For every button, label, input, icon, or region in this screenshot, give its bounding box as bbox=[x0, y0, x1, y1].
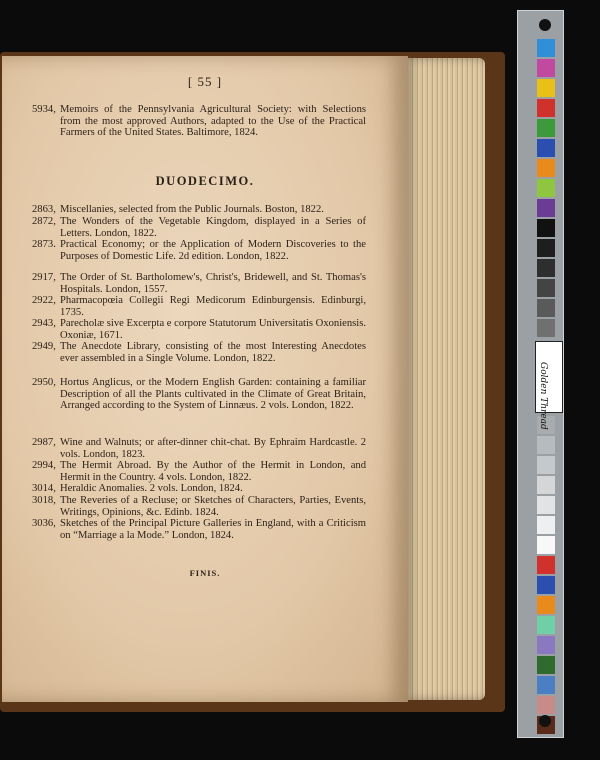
entry-text: Parecholæ sive Excerpta e corpore Statutorum Universitatis Oxoniensis. Oxoniæ, 1671. bbox=[60, 318, 366, 341]
color-swatch bbox=[537, 576, 555, 594]
list-item bbox=[32, 239, 366, 262]
color-swatch bbox=[537, 119, 555, 137]
list-item bbox=[32, 204, 366, 216]
swatch-column bbox=[537, 39, 555, 339]
entry-number: 2922, bbox=[32, 295, 56, 306]
book-page bbox=[2, 56, 408, 702]
color-swatch bbox=[537, 456, 555, 474]
color-swatch bbox=[537, 39, 555, 57]
color-swatch bbox=[537, 139, 555, 157]
color-swatch bbox=[537, 616, 555, 634]
entry-number: 2987, bbox=[32, 437, 56, 448]
target-hole-top bbox=[539, 19, 551, 31]
entry-number: 2872, bbox=[32, 216, 56, 227]
color-swatch bbox=[537, 259, 555, 277]
list-item bbox=[32, 460, 366, 483]
list-item bbox=[32, 318, 366, 341]
page-number: [ 55 ] bbox=[187, 74, 223, 89]
entry-number: 3036, bbox=[32, 518, 56, 529]
color-swatch bbox=[537, 436, 555, 454]
entry-text: Miscellanies, selected from the Public Journals. Boston, 1822. bbox=[60, 204, 324, 215]
list-item bbox=[32, 437, 366, 460]
entry-text: The Reveries of a Recluse; or Sketches of Characters, Parties, Events, Writings, Opinions, &c. Edinb. 1824. bbox=[60, 495, 366, 518]
color-swatch bbox=[537, 79, 555, 97]
color-swatch bbox=[537, 676, 555, 694]
list-item bbox=[32, 272, 366, 295]
entry-number: 2917, bbox=[32, 272, 56, 283]
color-swatch bbox=[537, 299, 555, 317]
entry-text: Hortus Anglicus, or the Modern English Garden: containing a familiar Description of all the Plants cultivated in the Climate of Great Britain, Arranged according to the System of Linnæus. 2 vols. London, 1822. bbox=[60, 377, 366, 412]
target-hole-bottom bbox=[539, 715, 551, 727]
list-item bbox=[32, 518, 366, 541]
entry-number: 2863, bbox=[32, 204, 56, 215]
section-title: DUODECIMO. bbox=[155, 174, 255, 188]
color-swatch bbox=[537, 536, 555, 554]
entry-text: The Order of St. Bartholomew's, Christ's, Bridewell, and St. Thomas's Hospitals. London, 1557. bbox=[60, 272, 366, 295]
entry-text: Heraldic Anomalies. 2 vols. London, 1824. bbox=[60, 483, 243, 494]
color-swatch bbox=[537, 476, 555, 494]
entry-number: 3018, bbox=[32, 495, 56, 506]
color-swatch bbox=[537, 319, 555, 337]
entry-number: 2950, bbox=[32, 377, 56, 388]
entry-number: 3014, bbox=[32, 483, 56, 494]
color-swatch bbox=[537, 556, 555, 574]
entry-text: Sketches of the Principal Picture Galleries in England, with a Criticism on “Marriage a la Mode.” London, 1824. bbox=[60, 518, 366, 541]
color-swatch bbox=[537, 656, 555, 674]
list-item bbox=[32, 377, 366, 412]
color-swatch bbox=[537, 99, 555, 117]
entry-number: 2994, bbox=[32, 460, 56, 471]
color-swatch bbox=[537, 159, 555, 177]
entry-text: Pharmacopœia Collegii Regi Medicorum Edinburgensis. Edinburgi, 1735. bbox=[60, 295, 366, 318]
color-swatch bbox=[537, 496, 555, 514]
entry-text: The Wonders of the Vegetable Kingdom, displayed in a Series of Letters. London, 1822. bbox=[60, 216, 366, 239]
color-swatch bbox=[537, 636, 555, 654]
list-item bbox=[32, 341, 366, 364]
pre-entry bbox=[32, 104, 366, 139]
color-swatch bbox=[537, 239, 555, 257]
entry-number: 2943, bbox=[32, 318, 56, 329]
color-swatch bbox=[537, 59, 555, 77]
color-swatch bbox=[537, 219, 555, 237]
entry-number: 5934, bbox=[32, 104, 56, 115]
list-item bbox=[32, 216, 366, 239]
entry-number: 2949, bbox=[32, 341, 56, 352]
finis: FINIS. bbox=[189, 568, 221, 578]
golden-thread-brand: Golden Thread bbox=[538, 362, 548, 430]
swatch-column-lower bbox=[537, 416, 555, 736]
color-swatch bbox=[537, 179, 555, 197]
entry-text: Practical Economy; or the Application of Modern Discoveries to the Purposes of Domestic Life. 2d edition. London, 1822. bbox=[60, 239, 366, 262]
entry-number: 2873. bbox=[32, 239, 56, 250]
color-swatch bbox=[537, 516, 555, 534]
entry-text: Memoirs of the Pennsylvania Agricultural Society: with Selections from the most approved Authors, adapted to the Use of the Practical Farmers of the United States. Baltimore, 1824. bbox=[60, 104, 366, 139]
color-swatch bbox=[537, 696, 555, 714]
list-item bbox=[32, 295, 366, 318]
page-edges bbox=[405, 58, 485, 700]
list-item bbox=[32, 495, 366, 518]
color-swatch bbox=[537, 199, 555, 217]
list-item bbox=[32, 483, 366, 495]
color-swatch bbox=[537, 596, 555, 614]
color-swatch bbox=[537, 279, 555, 297]
entry-text: The Hermit Abroad. By the Author of the Hermit in London, and Hermit in the Country. 4 vols. London, 1822. bbox=[60, 460, 366, 483]
entry-text: Wine and Walnuts; or after-dinner chit-chat. By Ephraim Hardcastle. 2 vols. London, 1823. bbox=[60, 437, 366, 460]
entry-text: The Anecdote Library, consisting of the most Interesting Anecdotes ever assembled in a Single Volume. London, 1822. bbox=[60, 341, 366, 364]
